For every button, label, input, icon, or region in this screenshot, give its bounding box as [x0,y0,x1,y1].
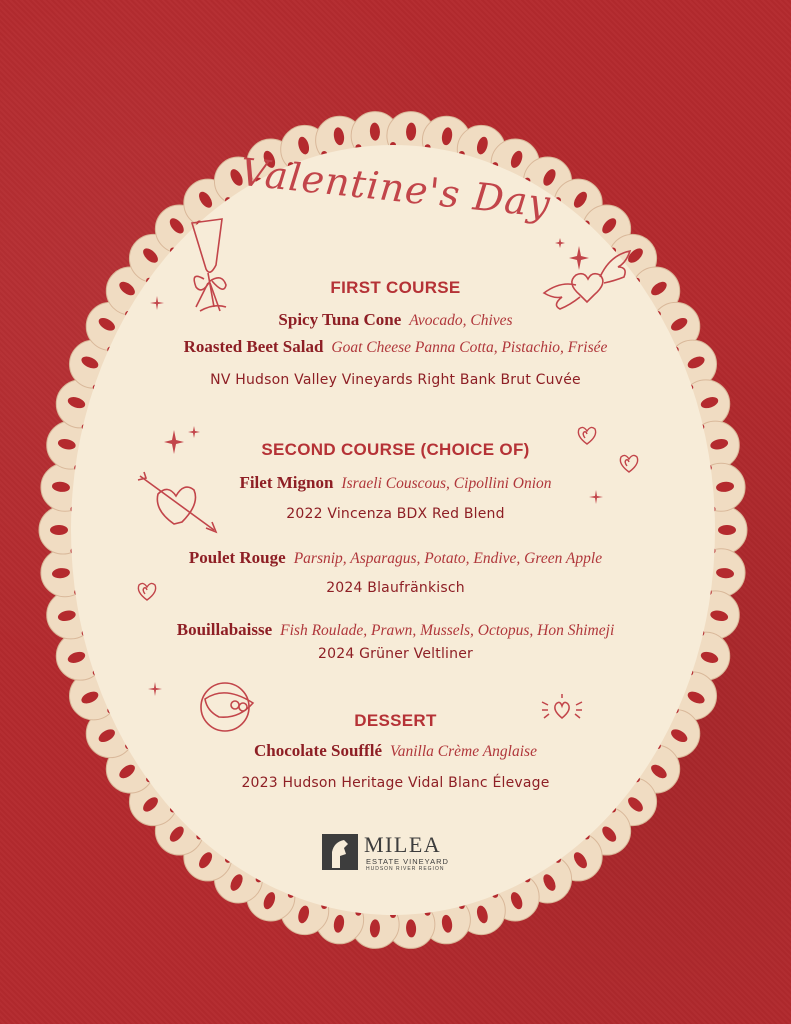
sparkle-icon [150,296,164,310]
dish-filet-mignon [0,473,791,493]
dish-description: Goat Cheese Panna Cotta, Pistachio, Frisée [331,339,608,356]
wine-pairing-dessert: 2023 Hudson Heritage Vidal Blanc Élevage [241,775,550,791]
menu-title: Valentine's Day [238,149,553,227]
dish-description: Vanilla Crème Anglaise [390,743,537,760]
dish-name: Bouillabaisse [176,620,273,639]
chocolate-icon [195,675,265,735]
arrow-heart-icon [136,470,221,540]
course-heading-first: FIRST COURSE [330,278,461,297]
dish-description: Fish Roulade, Prawn, Mussels, Octopus, Hon Shimeji [280,622,615,639]
dish-name: Roasted Beet Salad [183,337,324,356]
sparkle-heart-icon [538,692,586,726]
logo-brand: MILEA [364,832,442,857]
sparkle-icon [164,424,204,460]
logo-subtitle: ESTATE VINEYARD [366,857,449,866]
milea-logo [322,832,472,876]
heart-icon [134,578,160,604]
dish-spicy-tuna-cone [0,310,791,330]
heart-icon [616,450,642,476]
logo-region: HUDSON RIVER REGION [366,866,445,872]
sparkle-icon [589,490,603,504]
dish-chocolate-souffle [0,741,791,761]
dish-poulet-rouge [0,548,791,568]
sparkle-icon [148,682,162,696]
dish-name: Filet Mignon [239,473,334,492]
wine-pairing-poulet: 2024 Blaufränkisch [326,580,465,596]
course-heading-dessert: DESSERT [354,711,437,730]
dish-name: Chocolate Soufflé [254,741,382,760]
dish-bouillabaisse [0,620,791,640]
champagne-glass-icon [180,215,240,325]
dish-description: Parsnip, Asparagus, Potato, Endive, Green Apple [293,550,603,567]
sparkle-icon [555,236,591,270]
wine-pairing-filet: 2022 Vincenza BDX Red Blend [286,506,505,522]
heart-icon [574,422,600,448]
wine-pairing-first: NV Hudson Valley Vineyards Right Bank Brut Cuvée [210,372,581,388]
dish-name: Spicy Tuna Cone [278,310,402,329]
horse-logo-icon [322,834,358,870]
dish-name: Poulet Rouge [188,548,286,567]
wine-pairing-bouillabaisse: 2024 Grüner Veltliner [318,646,473,662]
dish-description: Avocado, Chives [409,312,513,329]
dish-description: Israeli Couscous, Cipollini Onion [341,475,552,492]
dish-roasted-beet-salad [0,337,791,357]
course-heading-second: SECOND COURSE (CHOICE OF) [261,440,530,459]
